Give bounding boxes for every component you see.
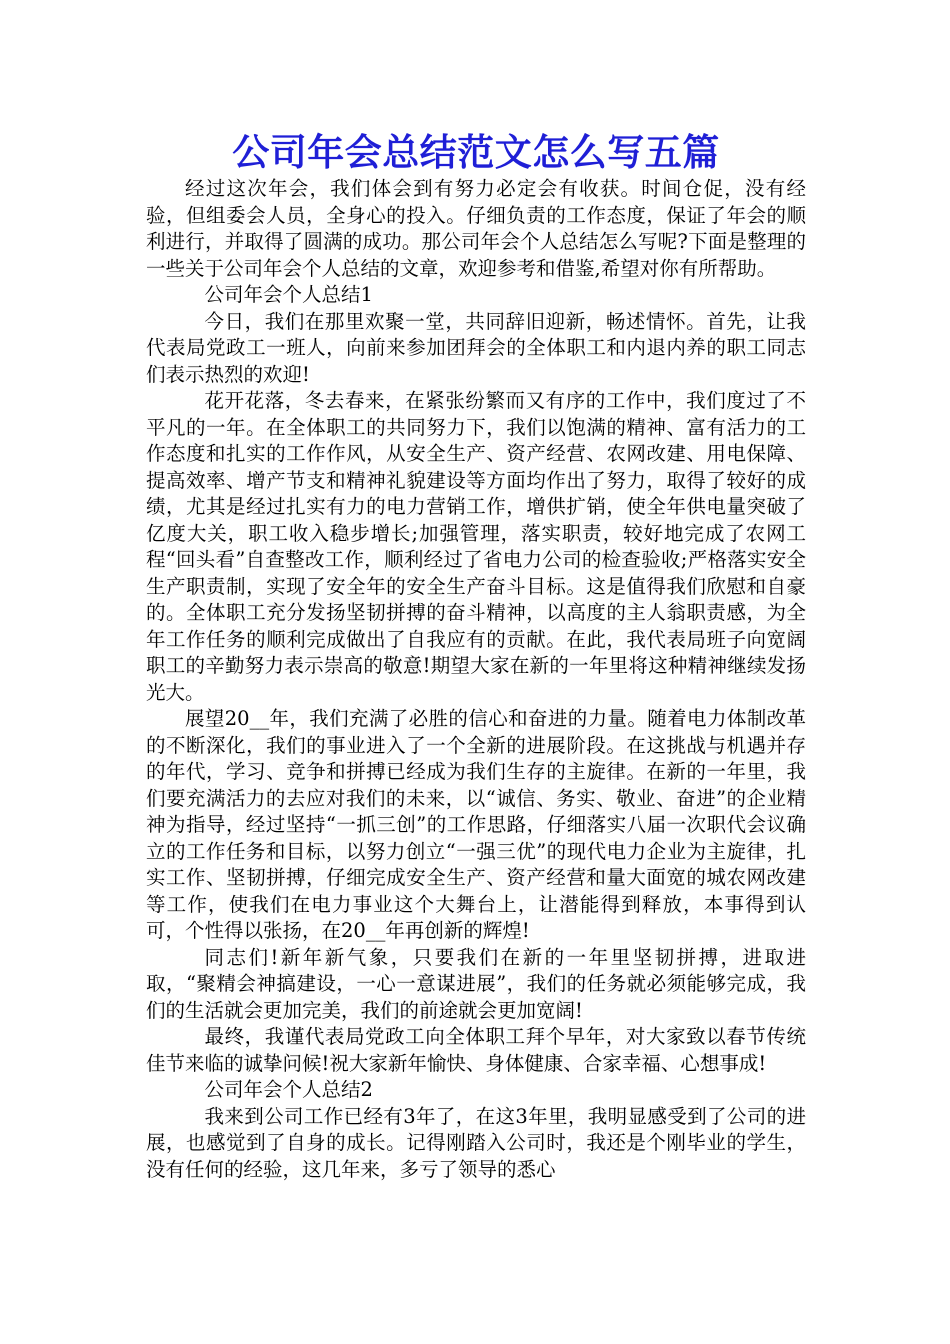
section-heading-1: 公司年会个人总结1 [204, 283, 373, 306]
body-paragraph: 展望20__年，我们充满了必胜的信心和奋进的力量。随着电力体制改革的不断深化，我们的事业进入了一个全新的进展阶段。在这挑战与机遇并存的年代，学习、竞争和拼搏已经成为我们生存的主旋律。在新的一年里，我们要充满活力的去应对我们的未来，以“诚信、务实、敬业、奋进”的企业精神为指导，经过坚持“一抓三创”的工作思路，仔细落实八届一次职代会议确立的工作任务和目标，以努力创立“一强三优”的现代电力企业为主旋律，扎实工作、坚韧拼搏，仔细完成安全生产、资产经营和量大面宽的城农网改建等工作，使我们在电力事业这个大舞台上，让潜能得到释放，本事得到认可，个性得以张扬，在20__年再创新的辉煌! [146, 707, 806, 942]
document-title: 公司年会总结范文怎么写五篇 [232, 131, 720, 174]
body-paragraph: 同志们!新年新气象，只要我们在新的一年里坚韧拼搏，进取进取，“聚精会神搞建设，一心一意谋进展”，我们的任务就必须能够完成，我们的生活就会更加完美，我们的前途就会更加宽阔! [146, 945, 806, 1022]
intro-paragraph: 经过这次年会，我们体会到有努力必定会有收获。时间仓促，没有经验，但组委会人员，全身心的投入。仔细负责的工作态度，保证了年会的顺利进行，并取得了圆满的成功。那公司年会个人总结怎么写呢?下面是整理的一些关于公司年会个人总结的文章，欢迎参考和借鉴,希望对你有所帮助。 [146, 177, 806, 280]
body-paragraph: 花开花落，冬去春来，在紧张纷繁而又有序的工作中，我们度过了不平凡的一年。在全体职工的共同努力下，我们以饱满的精神、富有活力的工作态度和扎实的工作作风，从安全生产、资产经营、农网改建、用电保障、提高效率、增产节支和精神礼貌建设等方面均作出了努力，取得了较好的成绩，尤其是经过扎实有力的电力营销工作，增供扩销，使全年供电量突破了亿度大关，职工收入稳步增长;加强管理，落实职责，较好地完成了农网工程“回头看”自查整改工作，顺利经过了省电力公司的检查验收;严格落实安全生产职责制，实现了安全年的安全生产奋斗目标。这是值得我们欣慰和自豪的。全体职工充分发扬坚韧拼搏的奋斗精神，以高度的主人翁职责感，为全年工作任务的顺利完成做出了自我应有的贡献。在此，我代表局班子向宽阔职工的辛勤努力表示崇高的敬意!期望大家在新的一年里将这种精神继续发扬光大。 [146, 389, 806, 704]
section-heading-2: 公司年会个人总结2 [204, 1078, 373, 1101]
body-paragraph: 今日，我们在那里欢聚一堂，共同辞旧迎新，畅述情怀。首先，让我代表局党政工一班人，向前来参加团拜会的全体职工和内退内养的职工同志们表示热烈的欢迎! [146, 309, 806, 386]
document-page [146, 128, 806, 1183]
body-paragraph: 最终，我谨代表局党政工向全体职工拜个早年，对大家致以春节传统佳节来临的诚挚问候!祝大家新年愉快、身体健康、合家幸福、心想事成! [146, 1025, 806, 1075]
body-paragraph: 我来到公司工作已经有3年了，在这3年里，我明显感受到了公司的进展，也感觉到了自身的成长。记得刚踏入公司时，我还是个刚毕业的学生，没有任何的经验，这几年来，多亏了领导的悉心 [146, 1104, 806, 1181]
